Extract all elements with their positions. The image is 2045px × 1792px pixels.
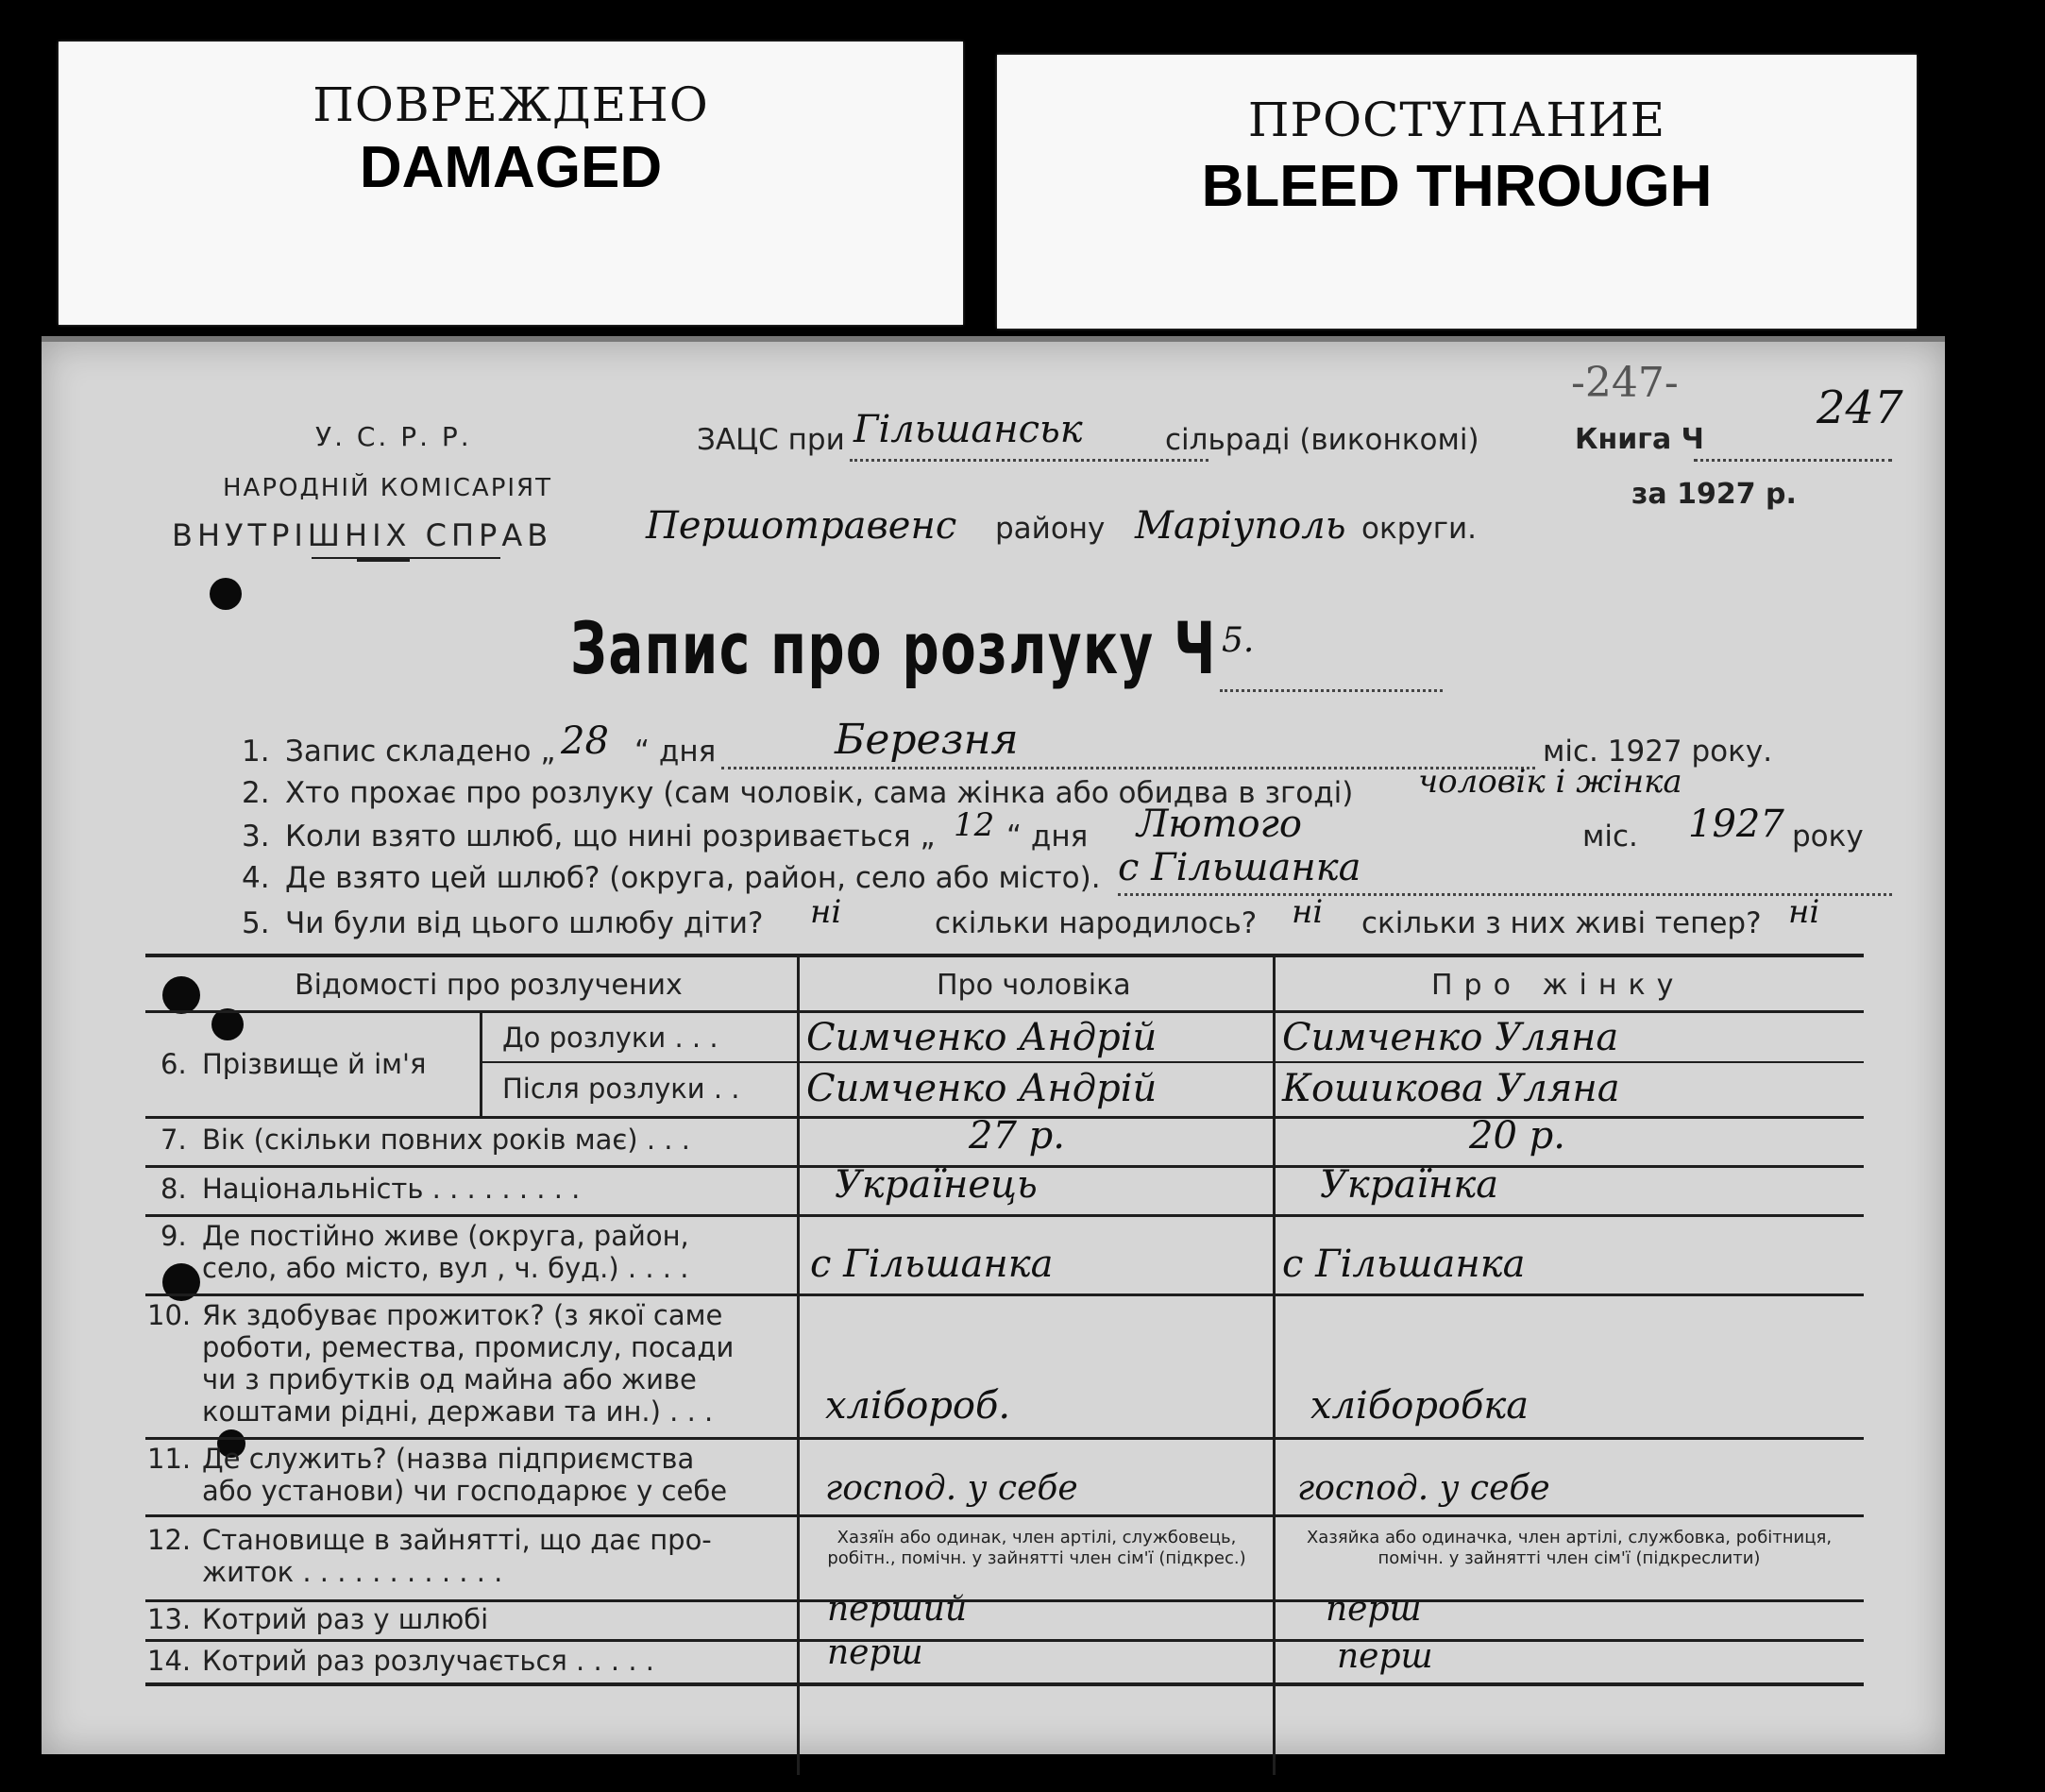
q3-text-c: міс.	[1582, 820, 1638, 854]
row10-label-line3: чи з прибутків од майна або живе	[202, 1363, 697, 1395]
wife-nationality-handwritten: Українка	[1320, 1163, 1499, 1207]
row12-number: 12.	[147, 1524, 192, 1556]
wife-name-after-handwritten: Кошикова Уляна	[1282, 1067, 1620, 1110]
bleed-label-ru: ПРОСТУПАНИЕ	[1247, 93, 1666, 147]
q1-month-handwritten: Березня	[835, 716, 1019, 764]
district-suffix: району	[995, 512, 1106, 546]
row10-label-line2: роботи, ремества, промислу, посади	[202, 1331, 735, 1363]
husband-nationality-handwritten: Українець	[835, 1163, 1038, 1207]
husband-residence-handwritten: с Гільшанка	[810, 1243, 1054, 1286]
row7-number: 7.	[161, 1124, 187, 1156]
book-number-handwritten: 247	[1817, 381, 1903, 434]
husband-name-after-handwritten: Симченко Андрій	[806, 1067, 1158, 1110]
heading-underline-bold	[357, 557, 410, 562]
table-row-border	[145, 1437, 1864, 1440]
husband-status-note: Хазяїн або одинак, член артілі, службовець, робітн., помічн. у зайнятті член сім'ї (підкрес.)	[827, 1528, 1246, 1568]
row10-label-line4: коштами рідні, держави та ин.) . . .	[202, 1395, 714, 1428]
q3-month-handwritten: Лютого	[1137, 803, 1302, 846]
punch-hole	[162, 976, 200, 1014]
table-bottom-border	[145, 1682, 1864, 1686]
q2-text-a: Хто прохає про розлуку (сам чоловік, сама жінка або обидва в згоді)	[285, 776, 1354, 810]
husband-divorce-count-handwritten: перш	[827, 1633, 923, 1672]
q3-text-d: року	[1792, 820, 1864, 854]
okrug-handwritten: Маріуполь	[1135, 504, 1346, 548]
row10-number: 10.	[147, 1299, 192, 1331]
q1-text-c: міс. 1927 року.	[1543, 735, 1773, 769]
husband-name-before-handwritten: Симченко Андрій	[806, 1016, 1158, 1059]
damaged-label-card	[59, 42, 963, 325]
q3-number: 3.	[242, 820, 270, 854]
wife-divorce-count-handwritten: перш	[1337, 1637, 1433, 1676]
col-header-info: Відомості про розлучених	[295, 969, 683, 1002]
okrug-suffix: округи.	[1361, 512, 1478, 546]
book-label: Книга Ч	[1575, 423, 1704, 456]
row13-label: Котрий раз у шлюбі	[202, 1603, 489, 1635]
row14-label: Котрий раз розлучається . . . . .	[202, 1645, 655, 1677]
row9-label: Де постійно живе (округа, район,	[202, 1220, 689, 1252]
q4-number: 4.	[242, 861, 270, 895]
q1-text-a: Запис складено „	[285, 735, 556, 769]
table-top-border	[145, 954, 1864, 957]
row11-number: 11.	[147, 1443, 192, 1475]
punch-hole	[210, 578, 242, 610]
q5-children-handwritten: ні	[810, 893, 842, 931]
wife-status-note: Хазяйка або одиначка, член артілі, службовка, робітниця, помічн. у зайнятті член сім'ї (підкреслити)	[1306, 1528, 1833, 1568]
row12-label-line2: житок . . . . . . . . . . . .	[202, 1556, 503, 1588]
dotted-line	[1694, 459, 1892, 462]
wife-occupation-handwritten: хліборобка	[1310, 1384, 1530, 1428]
commissariat-heading: НАРОДНІЙ КОМІСАРІЯТ	[223, 474, 552, 502]
q5-number: 5.	[242, 906, 270, 940]
row7-label: Вік (скільки повних років має) . . .	[202, 1124, 690, 1156]
table-subcol-divider	[480, 1012, 482, 1116]
divorce-record-form	[42, 336, 1945, 1754]
q1-number: 1.	[242, 735, 270, 769]
district-handwritten: Першотравенс	[646, 504, 957, 548]
row14-number: 14.	[147, 1645, 192, 1677]
q3-text-b: “ дня	[1006, 820, 1089, 854]
q1-day-handwritten: 28	[561, 719, 609, 763]
ussr-heading: У. С. Р. Р.	[315, 421, 472, 452]
record-number-handwritten: 5.	[1222, 621, 1255, 660]
village-council-handwritten: Гільшанськ	[853, 408, 1083, 451]
row8-label: Національність . . . . . . . . .	[202, 1173, 581, 1205]
punch-hole	[211, 1008, 244, 1040]
table-col-divider	[797, 954, 800, 1775]
wife-marriage-count-handwritten: перш	[1326, 1590, 1422, 1629]
row9-label-line2: село, або місто, вул , ч. буд.) . . . .	[202, 1252, 689, 1284]
stamp-number: -247-	[1571, 359, 1679, 407]
row6-label: Прізвище й ім'я	[202, 1048, 427, 1080]
q3-year-handwritten: 1927	[1688, 803, 1784, 846]
q1-text-b: “ дня	[634, 735, 717, 769]
q3-day-handwritten: 12	[954, 806, 995, 844]
row9-number: 9.	[161, 1220, 187, 1252]
table-col-divider	[1273, 954, 1276, 1775]
husband-occupation-handwritten: хлібороб.	[825, 1384, 1011, 1428]
table-row-border	[145, 1293, 1864, 1296]
q5-text-c: скільки з них живі тепер?	[1361, 906, 1762, 940]
table-row-border	[145, 1514, 1864, 1517]
husband-age-handwritten: 27 р.	[969, 1114, 1065, 1158]
table-row-border	[480, 1061, 1864, 1063]
table-row-border	[145, 1599, 1864, 1602]
husband-employment-handwritten: господ. у себе	[825, 1469, 1078, 1508]
q3-text-a: Коли взято шлюб, що нині розривається „	[285, 820, 936, 854]
dotted-line	[850, 459, 1208, 462]
damaged-label-en: DAMAGED	[359, 135, 663, 200]
year-label: за 1927 р.	[1631, 478, 1797, 511]
q5-alive-handwritten: ні	[1788, 893, 1820, 931]
bleed-through-label-card	[997, 55, 1917, 329]
dotted-line	[721, 767, 1535, 769]
after-divorce-label: Після розлуки . .	[502, 1073, 740, 1105]
q5-text-b: скільки народилось?	[935, 906, 1258, 940]
row6-number: 6.	[161, 1048, 187, 1080]
wife-age-handwritten: 20 р.	[1469, 1114, 1565, 1158]
internal-affairs-heading: ВНУТРІШНІХ СПРАВ	[172, 517, 553, 553]
zags-prefix: ЗАЦС при	[697, 423, 845, 457]
wife-employment-handwritten: господ. у себе	[1297, 1469, 1550, 1508]
table-row-border	[145, 1010, 1864, 1013]
row13-number: 13.	[147, 1603, 192, 1635]
before-divorce-label: До розлуки . . .	[502, 1022, 718, 1054]
row11-label-line2: або установи) чи господарює у себе	[202, 1475, 728, 1507]
husband-marriage-count-handwritten: перший	[827, 1590, 968, 1629]
q2-number: 2.	[242, 776, 270, 810]
row10-label: Як здобуває прожиток? (з якої саме	[202, 1299, 723, 1331]
q4-answer-handwritten: с Гільшанка	[1118, 846, 1361, 889]
table-row-border	[145, 1214, 1864, 1217]
wife-name-before-handwritten: Симченко Уляна	[1282, 1016, 1619, 1059]
q2-answer-handwritten: чоловік і жінка	[1418, 763, 1682, 801]
q5-born-handwritten: ні	[1292, 893, 1324, 931]
table-row-border	[145, 1639, 1864, 1642]
dotted-line	[1118, 893, 1892, 896]
row12-label: Становище в зайнятті, що дає про-	[202, 1524, 712, 1556]
q4-text-a: Де взято цей шлюб? (округа, район, село або місто).	[285, 861, 1101, 895]
row11-label: Де служить? (назва підприємства	[202, 1443, 695, 1475]
damaged-label-ru: ПОВРЕЖДЕНО	[313, 77, 709, 132]
dotted-line	[1220, 689, 1443, 692]
form-title: Запис про розлуку Ч	[570, 606, 1217, 690]
col-header-husband: Про чоловіка	[937, 969, 1131, 1002]
bleed-label-en: BLEED THROUGH	[1201, 154, 1713, 219]
wife-residence-handwritten: с Гільшанка	[1282, 1243, 1526, 1286]
zags-suffix: сільраді (виконкомі)	[1165, 423, 1479, 457]
col-header-wife: Про жінку	[1431, 969, 1685, 1002]
q5-text-a: Чи були від цього шлюбу діти?	[285, 906, 764, 940]
row8-number: 8.	[161, 1173, 187, 1205]
